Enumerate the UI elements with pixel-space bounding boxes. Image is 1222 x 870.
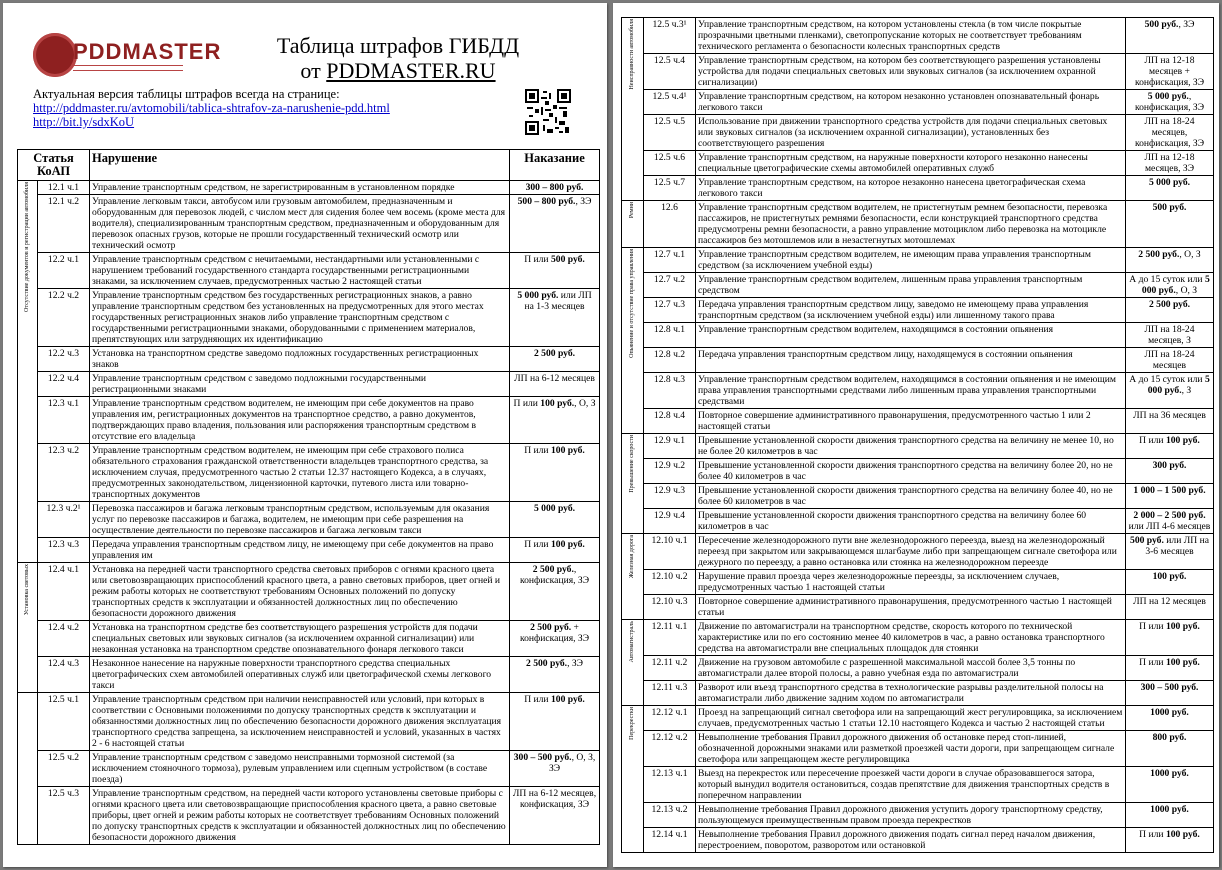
penalty-cell: 300 – 800 руб. bbox=[510, 181, 600, 195]
penalty-cell: 5 000 руб. bbox=[1126, 176, 1214, 201]
group-label-cell bbox=[622, 18, 644, 201]
violation-cell: Превышение установленной скорости движения транспортного средства на величину более 20, но не более 40 километров в час bbox=[696, 459, 1126, 484]
violation-cell: Управление транспортным средством, на котором без соответствующего разрешения установлены устройства для подачи специальных световых или звуковых сигналов (за исключением охранной сигнализации) bbox=[696, 54, 1126, 90]
table-row bbox=[622, 706, 1214, 731]
article-cell: 12.10 ч.1 bbox=[644, 534, 696, 570]
violation-cell: Повторное совершение административного правонарушения, предусмотренного частью 1 или 2 настоящей статьи bbox=[696, 409, 1126, 434]
table-row bbox=[622, 151, 1214, 176]
table-row bbox=[622, 54, 1214, 90]
article-cell: 12.4 ч.2 bbox=[38, 621, 90, 657]
violation-cell: Передача управления транспортным средством лицу, находящемуся в состоянии опьянения bbox=[696, 348, 1126, 373]
article-cell: 12.8 ч.3 bbox=[644, 373, 696, 409]
table-row bbox=[622, 176, 1214, 201]
header-violation: Нарушение bbox=[90, 150, 510, 181]
article-cell: 12.3 ч.2¹ bbox=[38, 502, 90, 538]
title-prefix: от bbox=[300, 58, 327, 83]
penalty-cell: ЛП на 18-24 месяцев, З bbox=[1126, 323, 1214, 348]
penalty-cell: 500 – 800 руб., ЗЭ bbox=[510, 195, 600, 253]
fines-table-right bbox=[621, 17, 1214, 853]
penalty-cell: П или 100 руб. bbox=[510, 538, 600, 563]
penalty-cell: ЛП на 36 месяцев bbox=[1126, 409, 1214, 434]
page-title bbox=[263, 33, 533, 83]
penalty-cell: 100 руб. bbox=[1126, 570, 1214, 595]
violation-cell: Повторное совершение административного правонарушения, предусмотренного частью 1 настоящей статьи bbox=[696, 595, 1126, 620]
table-row bbox=[622, 348, 1214, 373]
violation-cell: Превышение установленной скорости движения транспортного средства на величину не менее 10, но не более 20 километров в час bbox=[696, 434, 1126, 459]
article-cell: 12.5 ч.4 bbox=[644, 54, 696, 90]
table-row bbox=[622, 484, 1214, 509]
penalty-cell: П или 500 руб. bbox=[510, 253, 600, 289]
article-cell: 12.3 ч.2 bbox=[38, 444, 90, 502]
violation-cell: Управление транспортным средством, на передней части которого установлены световые приборы с огнями красного цвета или световозвращающие приспособления красного цвета, а равно световые приборы, цвет огней и режим работы которых не соответствует требованиям Основных положений по допуску транспортных средств к эксплуатации и обязанностей должностных лиц по обеспечению безопасности дорожного движения bbox=[90, 787, 510, 845]
article-cell: 12.10 ч.2 bbox=[644, 570, 696, 595]
penalty-cell: ЛП на 6-12 месяцев bbox=[510, 372, 600, 397]
group-label-cell bbox=[18, 563, 38, 693]
violation-cell: Управление транспортным средством водителем, находящимся в состоянии опьянения bbox=[696, 323, 1126, 348]
title-line-2 bbox=[263, 58, 533, 83]
penalty-cell: 1000 руб. bbox=[1126, 706, 1214, 731]
table-row bbox=[622, 409, 1214, 434]
table-row bbox=[622, 273, 1214, 298]
penalty-cell: 1000 руб. bbox=[1126, 767, 1214, 803]
violation-cell: Невыполнение требования Правил дорожного движения об остановке перед стоп-линией, обозначенной дорожными знаками или разметкой проезжей части дороги, при запрещающем сигнале светофора или запрещающем жесте регулировщика bbox=[696, 731, 1126, 767]
violation-cell: Управление транспортным средством водителем, не имеющим при себе страхового полиса обязательного страхования гражданской ответственности владельцев транспортного средства, за исключением случая, предусмотренного частью 2 статьи 12.37 настоящего Кодекса, а в случаях, предусмотренных законодательством, лицензионной карточки, путевого листа или товарно-транспортных документов bbox=[90, 444, 510, 502]
article-cell: 12.12 ч.1 bbox=[644, 706, 696, 731]
header-penalty: Наказание bbox=[510, 150, 600, 181]
article-cell: 12.7 ч.1 bbox=[644, 248, 696, 273]
group-label-cell bbox=[622, 201, 644, 248]
table-row bbox=[622, 434, 1214, 459]
table-row bbox=[18, 181, 600, 195]
document-page-left bbox=[3, 3, 607, 867]
article-cell: 12.5 ч.3¹ bbox=[644, 18, 696, 54]
table-row bbox=[622, 298, 1214, 323]
article-cell: 12.13 ч.1 bbox=[644, 767, 696, 803]
violation-cell: Движение по автомагистрали на транспортном средстве, скорость которого по технической характеристике или по его состоянию менее 40 километров в час, а равно остановка транспортного средства на автомагистрали вне специальных площадок для стоянки bbox=[696, 620, 1126, 656]
article-cell: 12.5 ч.6 bbox=[644, 151, 696, 176]
fines-table-left bbox=[17, 149, 600, 845]
table-row bbox=[622, 115, 1214, 151]
table-row bbox=[622, 201, 1214, 248]
violation-cell: Движение на грузовом автомобиле с разрешенной максимальной массой более 3,5 тонны по автомагистрали далее второй полосы, а равно учебная езда по автомагистрали bbox=[696, 656, 1126, 681]
violation-cell: Управление транспортным средством, на которое незаконно нанесена цветографическая схема легкового такси bbox=[696, 176, 1126, 201]
penalty-cell: 300 – 500 руб., О, З, ЗЭ bbox=[510, 751, 600, 787]
penalty-cell: 300 – 500 руб. bbox=[1126, 681, 1214, 706]
penalty-cell: П или 100 руб. bbox=[510, 444, 600, 502]
table-row bbox=[18, 195, 600, 253]
article-cell: 12.7 ч.2 bbox=[644, 273, 696, 298]
group-label: Автомагистраль bbox=[629, 621, 635, 663]
table-row bbox=[622, 681, 1214, 706]
article-cell: 12.5 ч.7 bbox=[644, 176, 696, 201]
violation-cell: Установка на транспортном средстве без соответствующего разрешения устройств для подачи специальных световых или звуковых сигналов (за исключением охранной сигнализации) или незаконная установка на транспортном средстве опознавательного фонаря легкового такси bbox=[90, 621, 510, 657]
penalty-cell: 2 500 руб., О, З bbox=[1126, 248, 1214, 273]
violation-cell: Управление транспортным средством, на котором установлены стекла (в том числе покрытые прозрачными цветными пленками), светопропускание которых не соответствует требованиям технического регламента о безопасности колесных транспортных средств bbox=[696, 18, 1126, 54]
penalty-cell: ЛП на 12-18 месяцев, ЗЭ bbox=[1126, 151, 1214, 176]
violation-cell: Установка на транспортном средстве заведомо подложных государственных регистрационных знаков bbox=[90, 347, 510, 372]
violation-cell: Управление транспортным средством с нечитаемыми, нестандартными или установленными с нарушением требований государственного стандарта государственными регистрационными знаками, за исключением случаев, предусмотренных частью 2 настоящей статьи bbox=[90, 253, 510, 289]
penalty-cell: П или 100 руб. bbox=[1126, 434, 1214, 459]
violation-cell: Управление транспортным средством с заведомо неисправными тормозной системой (за исключением стояночного тормоза), рулевым управлением или сцепным устройством (в составе поезда) bbox=[90, 751, 510, 787]
group-label: Превышение скорости bbox=[629, 435, 635, 493]
article-cell: 12.12 ч.2 bbox=[644, 731, 696, 767]
penalty-cell: П или 100 руб. bbox=[1126, 656, 1214, 681]
article-cell: 12.9 ч.4 bbox=[644, 509, 696, 534]
violation-cell: Управление транспортным средством, на котором незаконно установлен опознавательный фонарь легкового такси bbox=[696, 90, 1126, 115]
penalty-cell: П или 100 руб., О, З bbox=[510, 397, 600, 444]
article-cell: 12.11 ч.2 bbox=[644, 656, 696, 681]
qr-code-icon bbox=[525, 89, 571, 135]
penalty-cell: 2 500 руб., конфискация, ЗЭ bbox=[510, 563, 600, 621]
penalty-cell: ЛП на 18-24 месяцев bbox=[1126, 348, 1214, 373]
intro-block bbox=[33, 87, 513, 129]
table-row bbox=[622, 459, 1214, 484]
article-cell: 12.3 ч.3 bbox=[38, 538, 90, 563]
table-row bbox=[622, 731, 1214, 767]
violation-cell: Перевозка пассажиров и багажа легковым транспортным средством, используемым для оказания услуг по перевозке пассажиров и багажа, водителем, не имеющим при себе разрешения на осуществление деятельности по перевозке пассажиров и багажа легковым такси bbox=[90, 502, 510, 538]
table-row bbox=[18, 538, 600, 563]
violation-cell: Управление транспортным средством водителем, не имеющим при себе документов на право управления им, регистрационных документов на транспортное средство, а равно документов, подтверждающих право владения, пользования или распоряжения транспортным средством в отсутствие его владельца bbox=[90, 397, 510, 444]
group-label-cell bbox=[622, 706, 644, 853]
penalty-cell: 2 500 руб., ЗЭ bbox=[510, 657, 600, 693]
violation-cell: Управление транспортным средством при наличии неисправностей или условий, при которых в соответствии с Основными положениями по допуску транспортных средств к эксплуатации и обязанностями должностных лиц по обеспечению безопасности дорожного движения эксплуатация транспортного средства запрещена, за исключением неисправностей и условий, указанных в частях 2 - 6 настоящей статьи bbox=[90, 693, 510, 751]
violation-cell: Нарушение правил проезда через железнодорожные переезды, за исключением случаев, предусмотренных частью 1 настоящей статьи bbox=[696, 570, 1126, 595]
article-cell: 12.11 ч.3 bbox=[644, 681, 696, 706]
article-cell: 12.2 ч.4 bbox=[38, 372, 90, 397]
violation-cell: Управление транспортным средством водителем, не пристегнутым ремнем безопасности, перевозка пассажиров, не пристегнутых ремнями безопасности, если конструкцией транспортного средства предусмотрены ремни безопасности, а равно управление мотоциклом либо перевозка на мотоцикле пассажиров без мотошлемов или в незастегнутых мотошлемах bbox=[696, 201, 1126, 248]
group-label: Ремни bbox=[629, 202, 635, 219]
penalty-cell: 500 руб. bbox=[1126, 201, 1214, 248]
table-row bbox=[622, 656, 1214, 681]
table-row bbox=[18, 693, 600, 751]
penalty-cell: А до 15 суток или 5 000 руб., З bbox=[1126, 373, 1214, 409]
article-cell: 12.6 bbox=[644, 201, 696, 248]
violation-cell: Превышение установленной скорости движения транспортного средства на величину более 60 километров в час bbox=[696, 509, 1126, 534]
title-line-1: Таблица штрафов ГИБДД bbox=[276, 33, 520, 58]
violation-cell: Выезд на перекресток или пересечение проезжей части дороги в случае образовавшегося затора, который вынудил водителя остановиться, создав препятствие для движения транспортных средств в поперечном направлении bbox=[696, 767, 1126, 803]
table-header-row bbox=[18, 150, 600, 181]
article-cell: 12.5 ч.5 bbox=[644, 115, 696, 151]
group-label-cell bbox=[622, 534, 644, 620]
table-row bbox=[18, 347, 600, 372]
article-cell: 12.4 ч.3 bbox=[38, 657, 90, 693]
violation-cell: Незаконное нанесение на наружные поверхности транспортного средства специальных цветографических схем автомобилей оперативных служб или цветографической схемы легкового такси bbox=[90, 657, 510, 693]
table-row bbox=[18, 657, 600, 693]
article-cell: 12.9 ч.2 bbox=[644, 459, 696, 484]
group-label: Установка световых bbox=[24, 564, 30, 616]
table-row bbox=[622, 595, 1214, 620]
table-body-right bbox=[622, 18, 1214, 853]
table-row bbox=[622, 828, 1214, 853]
article-cell: 12.14 ч.1 bbox=[644, 828, 696, 853]
violation-cell: Превышение установленной скорости движения транспортного средства на величину более 40, но не более 60 километров в час bbox=[696, 484, 1126, 509]
header-article: Статья КоАП bbox=[18, 150, 90, 181]
article-cell: 12.7 ч.3 bbox=[644, 298, 696, 323]
penalty-cell: 2 500 руб. bbox=[510, 347, 600, 372]
group-label: Отсутствие документов и регистрации автомобиля bbox=[24, 182, 30, 312]
table-row bbox=[18, 289, 600, 347]
table-row bbox=[622, 620, 1214, 656]
table-row bbox=[18, 444, 600, 502]
penalty-cell: А до 15 суток или 5 000 руб., О, З bbox=[1126, 273, 1214, 298]
article-cell: 12.4 ч.1 bbox=[38, 563, 90, 621]
violation-cell: Управление транспортным средством с заведомо подложными государственными регистрационными знаками bbox=[90, 372, 510, 397]
group-label-cell bbox=[622, 248, 644, 434]
penalty-cell: 500 руб., ЗЭ bbox=[1126, 18, 1214, 54]
table-row bbox=[18, 502, 600, 538]
table-row bbox=[18, 372, 600, 397]
group-label: Перекрестки bbox=[629, 707, 635, 740]
article-cell: 12.9 ч.3 bbox=[644, 484, 696, 509]
table-row bbox=[622, 509, 1214, 534]
table-row bbox=[622, 803, 1214, 828]
violation-cell: Управление транспортным средством, на наружные поверхности которого незаконно нанесены специальные цветографические схемы автомобилей оперативных служб bbox=[696, 151, 1126, 176]
logo bbox=[33, 33, 222, 77]
group-label: Железная дорога bbox=[629, 535, 635, 579]
article-cell: 12.5 ч.2 bbox=[38, 751, 90, 787]
violation-cell: Передача управления транспортным средством лицу, заведомо не имеющему права управления транспортным средством (за исключением учебной езды) или лишенному такого права bbox=[696, 298, 1126, 323]
article-cell: 12.13 ч.2 bbox=[644, 803, 696, 828]
article-cell: 12.5 ч.3 bbox=[38, 787, 90, 845]
penalty-cell: П или 100 руб. bbox=[1126, 828, 1214, 853]
penalty-cell: 1 000 – 1 500 руб. bbox=[1126, 484, 1214, 509]
table-body-left bbox=[18, 181, 600, 845]
article-cell: 12.5 ч.4¹ bbox=[644, 90, 696, 115]
title-site-link[interactable]: PDDMASTER.RU bbox=[326, 58, 496, 83]
article-cell: 12.8 ч.2 bbox=[644, 348, 696, 373]
penalty-cell: 300 руб. bbox=[1126, 459, 1214, 484]
group-label-cell bbox=[18, 693, 38, 845]
penalty-cell: 5 000 руб., конфискация, ЗЭ bbox=[1126, 90, 1214, 115]
article-cell: 12.3 ч.1 bbox=[38, 397, 90, 444]
penalty-cell: ЛП на 12 месяцев bbox=[1126, 595, 1214, 620]
group-label-cell bbox=[622, 434, 644, 534]
article-cell: 12.9 ч.1 bbox=[644, 434, 696, 459]
penalty-cell: 2 500 руб. + конфискация, ЗЭ bbox=[510, 621, 600, 657]
article-cell: 12.11 ч.1 bbox=[644, 620, 696, 656]
table-row bbox=[18, 751, 600, 787]
logo-underline bbox=[73, 65, 183, 71]
penalty-cell: П или 100 руб. bbox=[510, 693, 600, 751]
document-page-right bbox=[613, 3, 1219, 867]
penalty-cell: 800 руб. bbox=[1126, 731, 1214, 767]
violation-cell: Невыполнение требования Правил дорожного движения подать сигнал перед началом движения, перестроением, поворотом, разворотом или остановкой bbox=[696, 828, 1126, 853]
article-cell: 12.2 ч.1 bbox=[38, 253, 90, 289]
violation-cell: Проезд на запрещающий сигнал светофора или на запрещающий жест регулировщика, за исключением случаев, предусмотренных частью 1 статьи 12.10 настоящего Кодекса и частью 2 настоящей статьи bbox=[696, 706, 1126, 731]
article-cell: 12.1 ч.2 bbox=[38, 195, 90, 253]
table-row bbox=[18, 563, 600, 621]
penalty-cell: П или 100 руб. bbox=[1126, 620, 1214, 656]
violation-cell: Пересечение железнодорожного пути вне железнодорожного переезда, выезд на железнодорожный переезд при закрытом или закрывающемся шлагбауме либо при запрещающем сигнале светофора или дежурного по переезду, а равно остановка или стоянка на железнодорожном переезде bbox=[696, 534, 1126, 570]
penalty-cell: ЛП на 12-18 месяцев + конфискация, ЗЭ bbox=[1126, 54, 1214, 90]
group-label-cell bbox=[18, 181, 38, 563]
table-row bbox=[18, 787, 600, 845]
article-cell: 12.8 ч.4 bbox=[644, 409, 696, 434]
penalty-cell: 5 000 руб. или ЛП на 1-3 месяцев bbox=[510, 289, 600, 347]
violation-cell: Управление транспортным средством водителем, не имеющим права управления транспортным средством (за исключением учебной езды) bbox=[696, 248, 1126, 273]
table-row bbox=[18, 253, 600, 289]
pddmaster-logo-icon bbox=[33, 33, 77, 77]
violation-cell: Управление транспортным средством водителем, находящимся в состоянии опьянения и не имеющим права управления транспортными средствами либо лишенным права управления транспортными средствами bbox=[696, 373, 1126, 409]
violation-cell: Управление транспортным средством без государственных регистрационных знаков, а равно управление транспортным средством без установленных на предусмотренных для этого местах государственных регистрационных знаков либо управление транспортным средством с государственными регистрационными знаками, оборудованными с применением материалов, препятствующих или затрудняющих их идентификацию bbox=[90, 289, 510, 347]
intro-text: Актуальная версия таблицы штрафов всегда на странице: bbox=[33, 87, 340, 101]
article-cell: 12.8 ч.1 bbox=[644, 323, 696, 348]
logo-text: PDDMASTER bbox=[73, 39, 222, 64]
table-row bbox=[622, 90, 1214, 115]
violation-cell: Установка на передней части транспортного средства световых приборов с огнями красного цвета или световозвращающих приспособлений красного цвета, а равно световых приборов, цвет огней и режим работы которых не соответствуют требованиям Основных положений по допуску транспортных средств к эксплуатации и обязанностей должностных лиц по обеспечению безопасности дорожного движения bbox=[90, 563, 510, 621]
article-cell: 12.2 ч.2 bbox=[38, 289, 90, 347]
article-cell: 12.10 ч.3 bbox=[644, 595, 696, 620]
table-row bbox=[622, 570, 1214, 595]
penalty-cell: 5 000 руб. bbox=[510, 502, 600, 538]
penalty-cell: 1000 руб. bbox=[1126, 803, 1214, 828]
penalty-cell: ЛП на 18-24 месяцев, конфискация, ЗЭ bbox=[1126, 115, 1214, 151]
penalty-cell: ЛП на 6-12 месяцев, конфискация, ЗЭ bbox=[510, 787, 600, 845]
table-row bbox=[622, 373, 1214, 409]
violation-cell: Управление легковым такси, автобусом или грузовым автомобилем, предназначенным и оборудованным для перевозок людей, с числом мест для сидения более чем восемь (кроме места для водителя), специализированным транспортным средством, предназначенным и оборудованным для перевозок опасных грузов, которые не прошли государственный технический осмотр или технический осмотр bbox=[90, 195, 510, 253]
table-row bbox=[622, 18, 1214, 54]
table-row bbox=[622, 248, 1214, 273]
violation-cell: Невыполнение требования Правил дорожного движения уступить дорогу транспортному средству, пользующемуся преимущественным правом проезда перекрестков bbox=[696, 803, 1126, 828]
violation-cell: Управление транспортным средством, не зарегистрированным в установленном порядке bbox=[90, 181, 510, 195]
table-row bbox=[622, 767, 1214, 803]
penalty-cell: 2 500 руб. bbox=[1126, 298, 1214, 323]
table-row bbox=[622, 323, 1214, 348]
short-link[interactable]: http://bit.ly/sdxKoU bbox=[33, 115, 135, 129]
table-row bbox=[622, 534, 1214, 570]
group-label: Неисправности автомобиля bbox=[629, 19, 635, 90]
violation-cell: Управление транспортным средством водителем, лишенным права управления транспортным средством bbox=[696, 273, 1126, 298]
penalty-cell: 2 000 – 2 500 руб. или ЛП 4-6 месяцев bbox=[1126, 509, 1214, 534]
violation-cell: Использование при движении транспортного средства устройств для подачи специальных световых или звуковых сигналов (за исключением охранной сигнализации), установленных без соответствующего разрешения bbox=[696, 115, 1126, 151]
table-row bbox=[18, 621, 600, 657]
penalty-cell: 500 руб. или ЛП на 3-6 месяцев bbox=[1126, 534, 1214, 570]
group-label-cell bbox=[622, 620, 644, 706]
violation-cell: Передача управления транспортным средством лицу, не имеющему при себе документов на право управления им bbox=[90, 538, 510, 563]
violation-cell: Разворот или въезд транспортного средства в технологические разрывы разделительной полосы на автомагистрали либо движение задним ходом по автомагистрали bbox=[696, 681, 1126, 706]
article-cell: 12.5 ч.1 bbox=[38, 693, 90, 751]
table-row bbox=[18, 397, 600, 444]
article-cell: 12.2 ч.3 bbox=[38, 347, 90, 372]
table-page-link[interactable]: http://pddmaster.ru/avtomobili/tablica-shtrafov-za-narushenie-pdd.html bbox=[33, 101, 390, 115]
article-cell: 12.1 ч.1 bbox=[38, 181, 90, 195]
group-label: Опьянение и отсутствие права управления bbox=[629, 249, 635, 358]
